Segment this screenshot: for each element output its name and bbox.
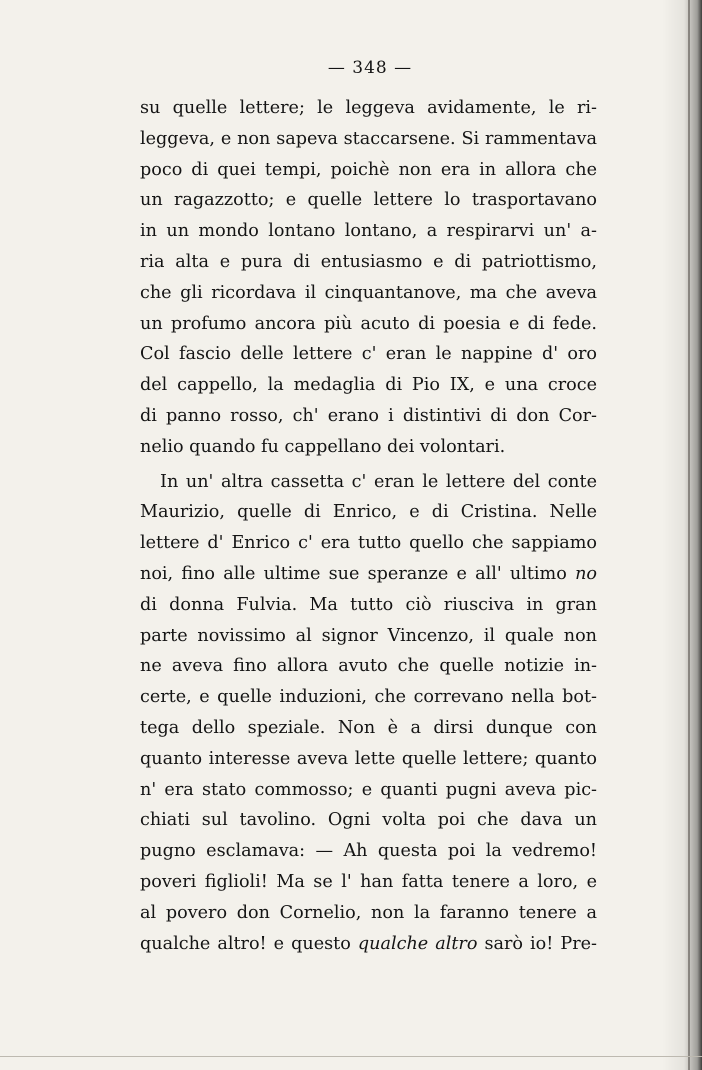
text-line: Col fascio delle lettere c' eran le nappine d' oro <box>140 344 597 365</box>
text-line: nelio quando fu cappellano dei volontari. <box>140 436 506 457</box>
paragraph-1 <box>140 93 597 463</box>
binding-shadow <box>662 0 702 1070</box>
text-line: poco di quei tempi, poichè non era in allora che <box>140 159 597 180</box>
text-line: Maurizio, quelle di Enrico, e di Cristina. Nelle <box>140 502 597 523</box>
text-segment: qualche altro! e questo <box>140 933 358 954</box>
text-line <box>140 559 597 590</box>
italic-phrase: qualche altro <box>357 933 478 954</box>
text-line: pugno esclamava: — Ah questa poi la vedremo! <box>140 841 597 862</box>
text-line: di donna Fulvia. Ma tutto ciò riusciva in gran <box>140 594 597 615</box>
text-line: un ragazzotto; e quelle lettere lo trasportavano <box>140 190 597 211</box>
italic-word: no <box>575 563 597 584</box>
text-line: parte novissimo al signor Vincenzo, il quale non <box>140 625 597 646</box>
text-line: in un mondo lontano lontano, a respirarvi un' a- <box>140 221 597 242</box>
text-line: del cappello, la medaglia di Pio IX, e una croce <box>140 375 597 396</box>
text-line: su quelle lettere; le leggeva avidamente, le ri- <box>140 98 597 118</box>
body-text <box>140 93 597 959</box>
text-line: In un' altra cassetta c' eran le lettere del conte <box>160 471 597 492</box>
text-line: leggeva, e non sapeva staccarsene. Si rammentava <box>140 128 597 149</box>
text-line <box>140 929 597 960</box>
text-segment: noi, fino alle ultime sue speranze e all' ultimo <box>140 563 576 584</box>
bottom-edge-line <box>0 1056 702 1057</box>
text-line: che gli ricordava il cinquantanove, ma che aveva <box>140 282 597 303</box>
binding-edge <box>688 0 690 1070</box>
text-line: tega dello speziale. Non è a dirsi dunque con <box>140 717 597 738</box>
paragraph-2 <box>140 467 597 960</box>
text-line: ria alta e pura di entusiasmo e di patriottismo, <box>140 251 597 272</box>
text-line: lettere d' Enrico c' era tutto quello che sappiamo <box>140 533 597 554</box>
text-line: n' era stato commosso; e quanti pugni aveva pic- <box>140 779 597 800</box>
text-line: ne aveva fino allora avuto che quelle notizie in- <box>140 656 597 677</box>
text-line: quanto interesse aveva lette quelle lettere; quanto <box>140 748 597 769</box>
text-line: al povero don Cornelio, non la faranno tenere a <box>140 902 597 923</box>
text-line: un profumo ancora più acuto di poesia e di fede. <box>140 313 597 334</box>
text-line: di panno rosso, ch' erano i distintivi di don Cor- <box>140 405 597 426</box>
text-line: certe, e quelle induzioni, che correvano nella bot- <box>140 687 597 708</box>
text-line: poveri figlioli! Ma se l' han fatta tenere a loro, e <box>140 871 597 892</box>
text-line: chiati sul tavolino. Ogni volta poi che dava un <box>140 810 597 831</box>
text-segment: sarò io! Pre- <box>477 933 597 954</box>
page-number: — 348 — <box>327 58 413 78</box>
